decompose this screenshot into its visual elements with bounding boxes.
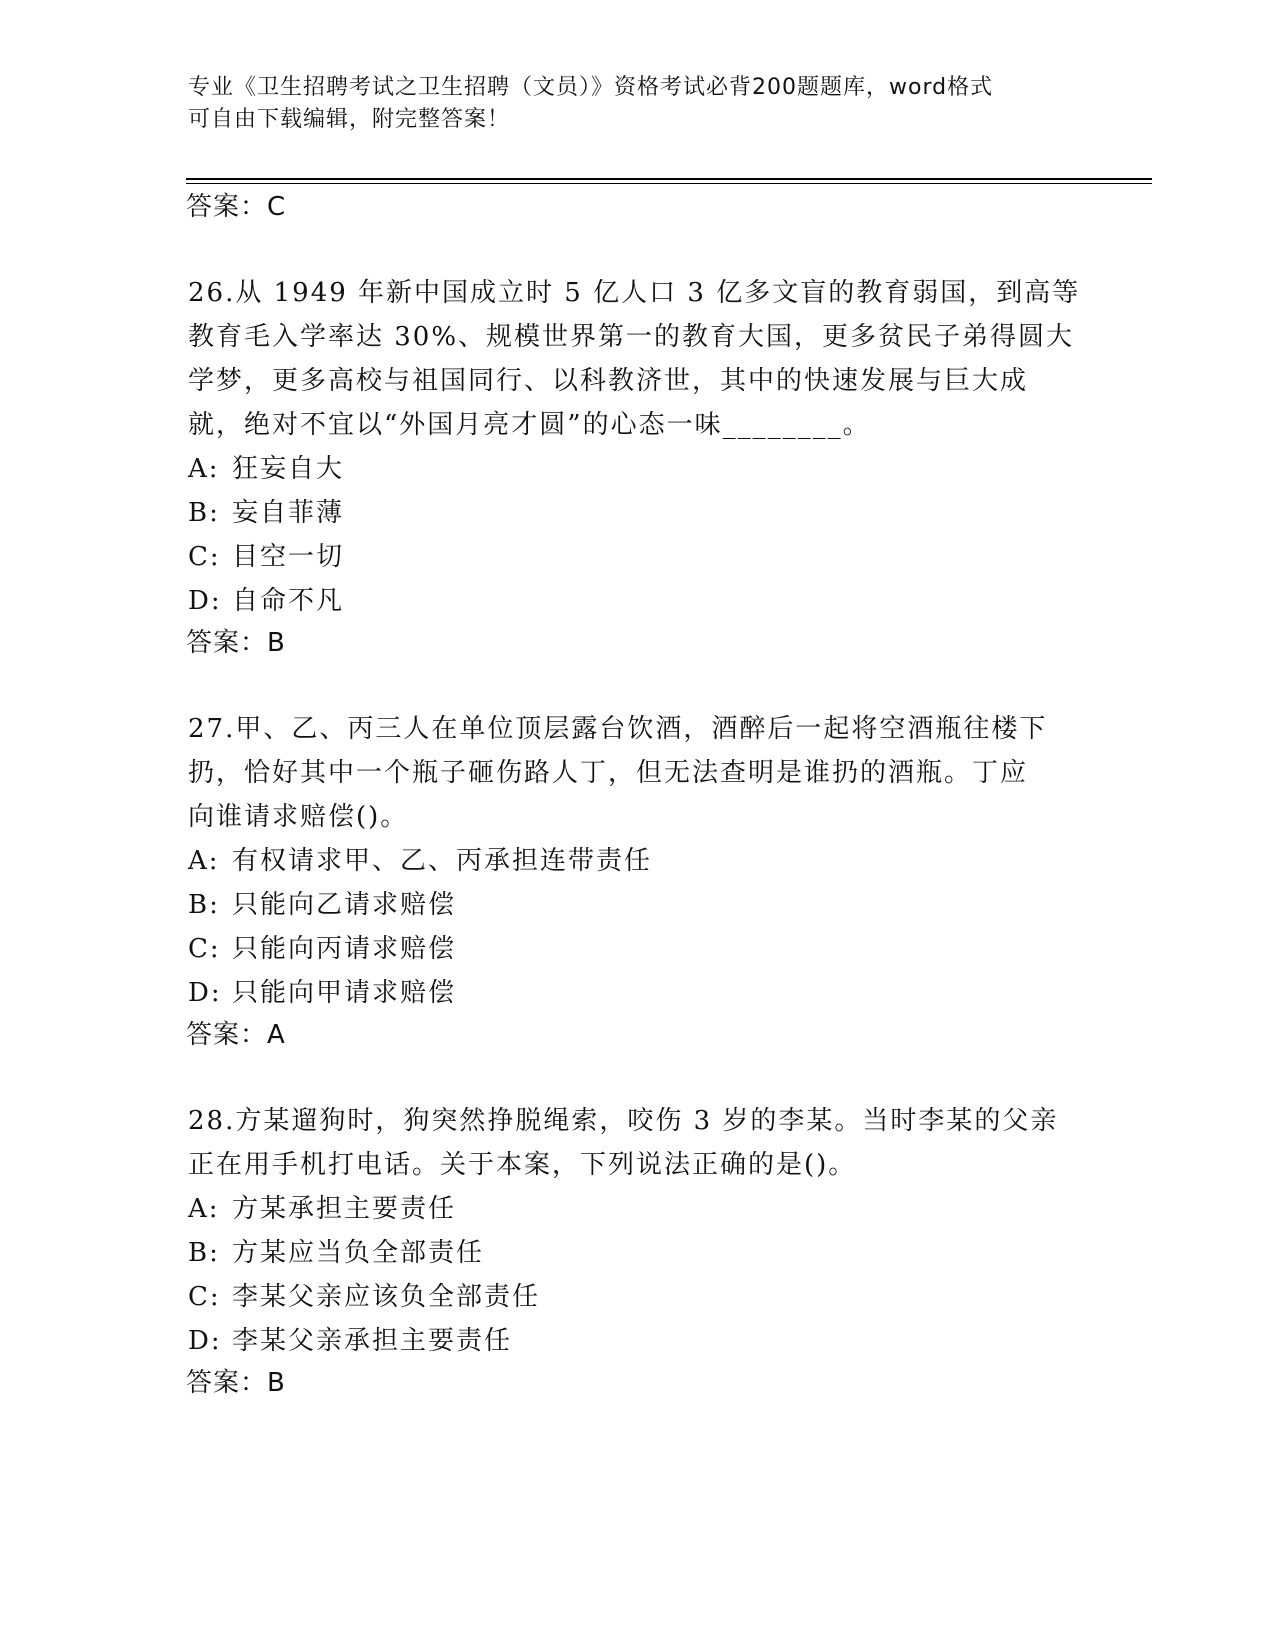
answer-26: 答案：B [186, 628, 286, 658]
option-label: A: [188, 454, 220, 484]
option-label: D: [188, 586, 222, 616]
option-a [188, 840, 652, 877]
header-rule-thick [186, 178, 1152, 180]
question-text-line: 教育毛入学率达 30%、规模世界第一的教育大国，更多贫民子弟得圆大 [188, 322, 1075, 352]
option-label: D: [188, 1326, 222, 1356]
option-b [188, 884, 456, 921]
question-text-line: 学梦，更多高校与祖国同行、以科教济世，其中的快速发展与巨大成 [188, 366, 1029, 396]
question-text-line: 27.甲、乙、丙三人在单位顶层露台饮酒，酒醉后一起将空酒瓶往楼下 [188, 714, 1048, 744]
option-a [188, 1188, 456, 1225]
previous-answer: 答案：C [186, 192, 287, 222]
option-a [188, 448, 344, 485]
option-b [188, 1232, 484, 1269]
answer-28: 答案：B [186, 1368, 286, 1398]
option-label: C: [188, 542, 221, 572]
option-text: 李某父亲应该负全部责任 [232, 1282, 541, 1312]
option-d [188, 972, 456, 1009]
option-text: 李某父亲承担主要责任 [232, 1326, 513, 1356]
option-label: B: [188, 890, 220, 920]
option-label: C: [188, 1282, 221, 1312]
option-c [188, 536, 344, 573]
option-text: 有权请求甲、乙、丙承担连带责任 [232, 846, 653, 876]
option-c [188, 1276, 540, 1313]
option-label: C: [188, 934, 221, 964]
option-text: 只能向丙请求赔偿 [232, 934, 457, 964]
option-text: 方某应当负全部责任 [232, 1238, 485, 1268]
option-d [188, 580, 344, 617]
option-label: D: [188, 978, 222, 1008]
option-b [188, 492, 344, 529]
question-text-line: 向谁请求赔偿()。 [188, 802, 409, 832]
header-line-1: 专业《卫生招聘考试之卫生招聘（文员）》资格考试必背200题题库，word格式 [188, 75, 994, 100]
answer-27: 答案：A [186, 1020, 286, 1050]
option-d [188, 1320, 512, 1357]
option-label: B: [188, 498, 220, 528]
option-text: 目空一切 [232, 542, 345, 572]
option-text: 自命不凡 [232, 586, 345, 616]
option-text: 妄自菲薄 [232, 498, 345, 528]
header-rule-thin [186, 183, 1152, 184]
question-text-line: 28.方某遛狗时，狗突然挣脱绳索，咬伤 3 岁的李某。当时李某的父亲 [188, 1106, 1059, 1136]
option-text: 方某承担主要责任 [232, 1194, 457, 1224]
option-text: 只能向甲请求赔偿 [232, 978, 457, 1008]
option-label: B: [188, 1238, 220, 1268]
document-header [188, 72, 1068, 136]
question-text-line: 扔，恰好其中一个瓶子砸伤路人丁，但无法查明是谁扔的酒瓶。丁应 [188, 758, 1029, 788]
question-text-line: 就，绝对不宜以“外国月亮才圆”的心态一味________。 [188, 410, 871, 440]
option-text: 只能向乙请求赔偿 [232, 890, 457, 920]
question-text-line: 正在用手机打电话。关于本案，下列说法正确的是()。 [188, 1150, 857, 1180]
option-label: A: [188, 1194, 220, 1224]
option-label: A: [188, 846, 220, 876]
option-text: 狂妄自大 [232, 454, 345, 484]
question-text-line: 26.从 1949 年新中国成立时 5 亿人口 3 亿多文盲的教育弱国，到高等 [188, 278, 1081, 308]
option-c [188, 928, 456, 965]
header-line-2: 可自由下载编辑，附完整答案！ [188, 107, 511, 132]
